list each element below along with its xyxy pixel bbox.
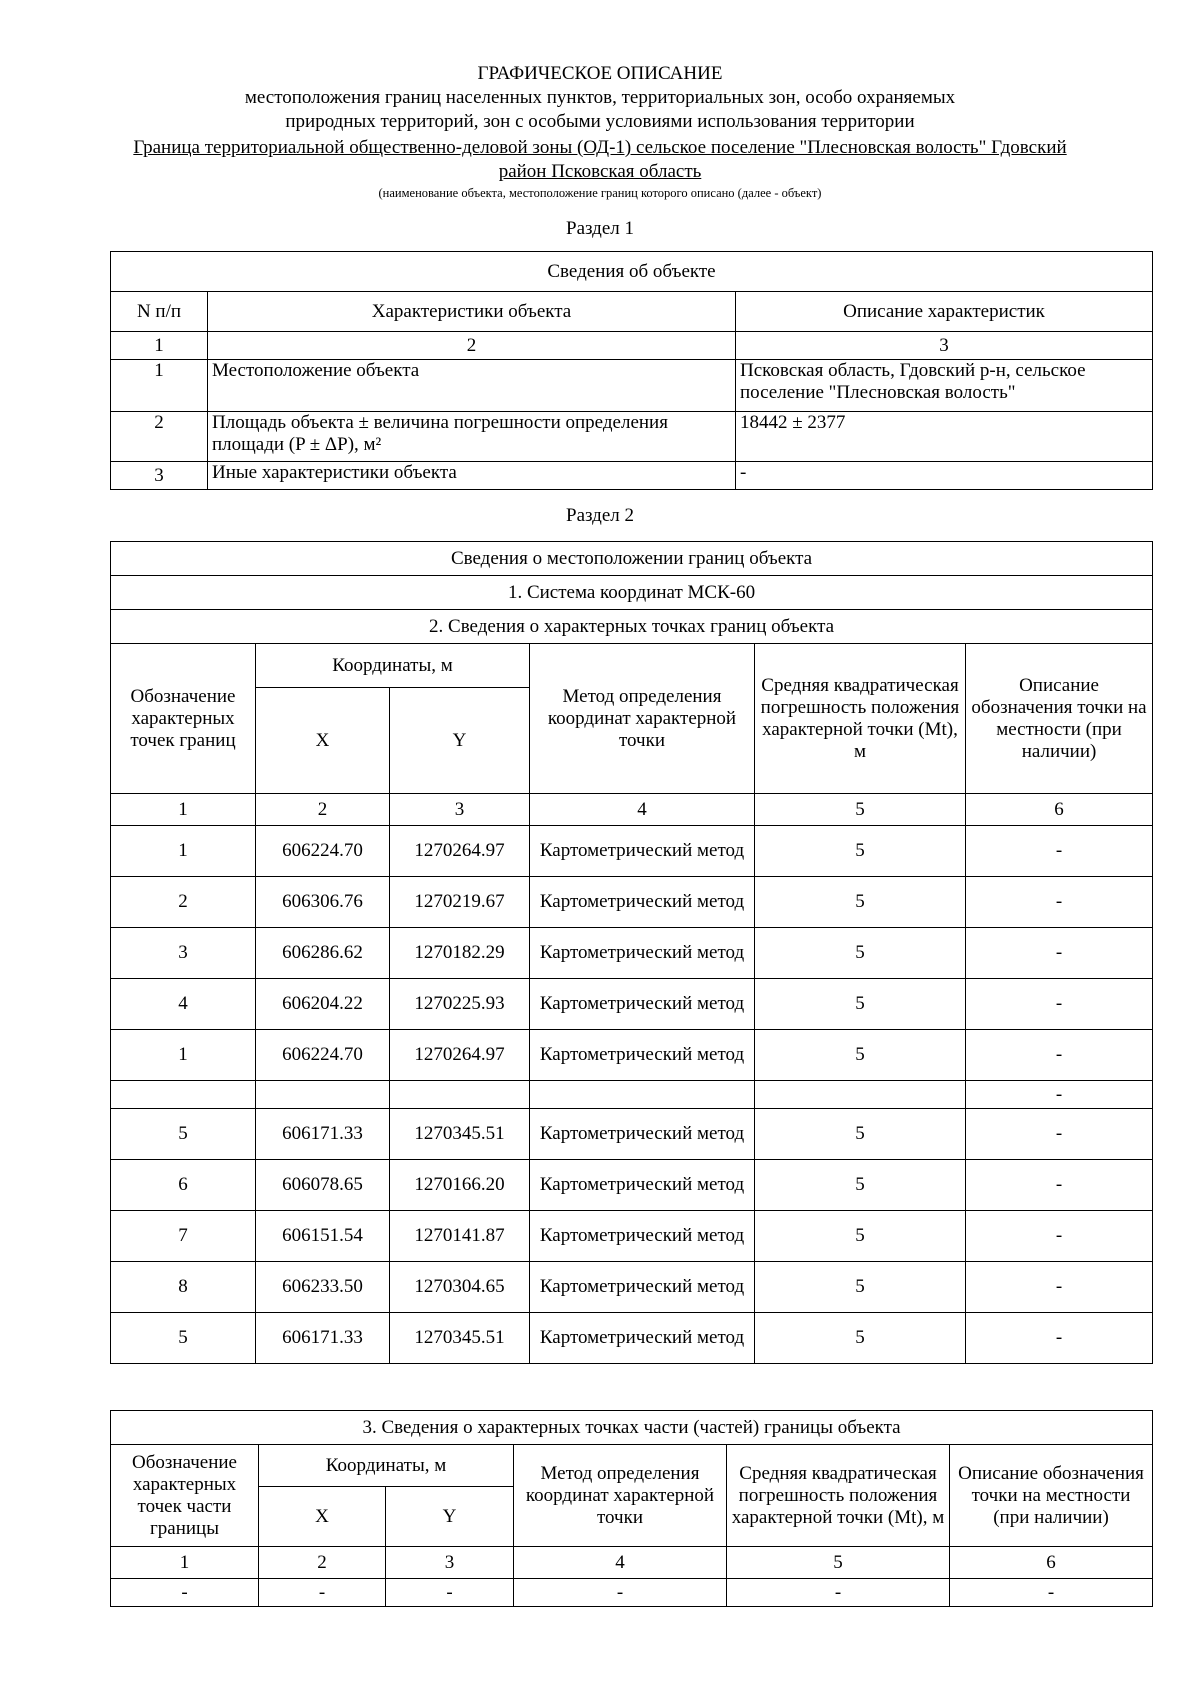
point-description: - [950,1579,1153,1607]
mean-error: 5 [755,979,966,1030]
header-characteristics: Характеристики объекта [208,292,736,332]
document-subtitle-line2: природных территорий, зон с особыми условиями использования территории [285,111,915,132]
point-description: - [966,1160,1153,1211]
point-number: 4 [111,979,256,1030]
point-number: - [111,1579,259,1607]
point-number: 1 [111,826,256,877]
header-coords: Координаты, м [256,644,530,688]
header-description: Описание характеристик [736,292,1153,332]
table-row [111,360,1153,412]
mean-error: 5 [755,1262,966,1313]
coord-x: 606171.33 [256,1109,390,1160]
point-description: - [966,1211,1153,1262]
coord-y: 1270345.51 [390,1313,530,1364]
coord-x: - [259,1579,386,1607]
col-number: 3 [736,332,1153,360]
header-number: N п/п [111,292,208,332]
col-number: 1 [111,794,256,826]
col-number: 1 [111,332,208,360]
point-number [111,1081,256,1109]
method: Картометрический метод [530,1313,755,1364]
coord-y: 1270345.51 [390,1109,530,1160]
coord-y: - [386,1579,514,1607]
table-row [111,928,1153,979]
header-method: Метод определения координат характерной точки [530,644,755,794]
header-error: Средняя квадратическая погрешность положения характерной точки (Mt), м [755,644,966,794]
table-row [111,412,1153,462]
coord-y: 1270264.97 [390,1030,530,1081]
mean-error: 5 [755,877,966,928]
boundary-location-title: Сведения о местоположении границ объекта [111,542,1153,576]
method: Картометрический метод [530,1160,755,1211]
point-description: - [966,1262,1153,1313]
header-point-description: Описание обозначения точки на местности (при наличии) [950,1445,1153,1547]
document-subtitle-line1: местоположения границ населенных пунктов, территориальных зон, особо охраняемых [244,87,956,108]
object-info-table [110,251,1153,490]
row-value: Псковская область, Гдовский р-н, сельское поселение "Плесновская волость" [736,360,1153,412]
point-description: - [966,928,1153,979]
header-y: Y [390,688,530,794]
mean-error: 5 [755,1313,966,1364]
col-number: 2 [256,794,390,826]
point-description: - [966,1109,1153,1160]
object-caption: (наименование объекта, местоположение границ которого описано (далее - объект) [378,186,822,200]
col-number: 3 [390,794,530,826]
coord-x: 606233.50 [256,1262,390,1313]
coord-y: 1270166.20 [390,1160,530,1211]
method: - [514,1579,727,1607]
point-description: - [966,979,1153,1030]
table-row [111,1030,1153,1081]
object-name: Граница территориальной общественно-деловой зоны (ОД-1) сельское поселение "Плесновская волость" Гдовский район Псковская область [133,137,1067,182]
coord-y: 1270182.29 [390,928,530,979]
point-number: 2 [111,877,256,928]
header-method: Метод определения координат характерной точки [514,1445,727,1547]
coord-x: 606224.70 [256,826,390,877]
point-number: 7 [111,1211,256,1262]
header-coords: Координаты, м [259,1445,514,1487]
col-number: 6 [966,794,1153,826]
method: Картометрический метод [530,1211,755,1262]
coord-y: 1270304.65 [390,1262,530,1313]
header-x: X [259,1487,386,1547]
point-number: 5 [111,1109,256,1160]
col-number: 3 [386,1547,514,1579]
table-row [111,877,1153,928]
col-number: 2 [208,332,736,360]
point-number: 1 [111,1030,256,1081]
row-value: - [736,462,1153,490]
mean-error: 5 [755,1211,966,1262]
table-row [111,1262,1153,1313]
points-body [111,826,1153,1364]
table-row [111,826,1153,877]
mean-error: 5 [755,1160,966,1211]
table-row [111,1579,1153,1607]
object-info-title: Сведения об объекте [111,252,1153,292]
row-characteristic: Площадь объекта ± величина погрешности определения площади (P ± ΔP), м² [208,412,736,462]
coord-y: 1270225.93 [390,979,530,1030]
table-row [111,1109,1153,1160]
row-characteristic: Иные характеристики объекта [208,462,736,490]
mean-error: 5 [755,826,966,877]
row-value: 18442 ± 2377 [736,412,1153,462]
section2-label: Раздел 2 [566,505,634,526]
part-points-table [110,1410,1153,1607]
point-number: 8 [111,1262,256,1313]
method: Картометрический метод [530,928,755,979]
col-number: 2 [259,1547,386,1579]
point-description: - [966,877,1153,928]
mean-error: - [727,1579,950,1607]
method: Картометрический метод [530,1109,755,1160]
table-row [111,462,1153,490]
document-title: ГРАФИЧЕСКОЕ ОПИСАНИЕ [477,63,723,84]
point-description: - [966,1081,1153,1109]
table-row [111,1160,1153,1211]
part-points-title: 3. Сведения о характерных точках части (частей) границы объекта [111,1411,1153,1445]
table-row [111,1211,1153,1262]
method: Картометрический метод [530,979,755,1030]
method [530,1081,755,1109]
mean-error: 5 [755,1109,966,1160]
coord-x: 606306.76 [256,877,390,928]
col-number: 5 [727,1547,950,1579]
table-row [111,1081,1153,1109]
point-description: - [966,1030,1153,1081]
coord-y [390,1081,530,1109]
coord-x [256,1081,390,1109]
header-point-description: Описание обозначения точки на местности (при наличии) [966,644,1153,794]
point-number: 3 [111,928,256,979]
header-x: X [256,688,390,794]
header-y: Y [386,1487,514,1547]
coord-system: 1. Система координат МСК-60 [111,576,1153,610]
coord-x: 606224.70 [256,1030,390,1081]
coord-x: 606204.22 [256,979,390,1030]
point-number: 5 [111,1313,256,1364]
method: Картометрический метод [530,1262,755,1313]
row-number: 1 [111,360,208,412]
mean-error: 5 [755,1030,966,1081]
coord-x: 606286.62 [256,928,390,979]
coord-y: 1270219.67 [390,877,530,928]
header-designation: Обозначение характерных точек границ [111,644,256,794]
col-number: 6 [950,1547,1153,1579]
header-error: Средняя квадратическая погрешность положения характерной точки (Mt), м [727,1445,950,1547]
point-description: - [966,826,1153,877]
coord-x: 606171.33 [256,1313,390,1364]
row-number: 2 [111,412,208,462]
mean-error: 5 [755,928,966,979]
method: Картометрический метод [530,1030,755,1081]
method: Картометрический метод [530,826,755,877]
method: Картометрический метод [530,877,755,928]
part-points-body [111,1579,1153,1607]
coord-y: 1270264.97 [390,826,530,877]
col-number: 4 [530,794,755,826]
coord-x: 606151.54 [256,1211,390,1262]
point-number: 6 [111,1160,256,1211]
table-row [111,1313,1153,1364]
table-row [111,979,1153,1030]
row-characteristic: Местоположение объекта [208,360,736,412]
point-description: - [966,1313,1153,1364]
section1-label: Раздел 1 [566,218,634,239]
row-number: 3 [111,462,208,490]
points-title: 2. Сведения о характерных точках границ объекта [111,610,1153,644]
col-number: 5 [755,794,966,826]
mean-error [755,1081,966,1109]
coord-y: 1270141.87 [390,1211,530,1262]
coord-x: 606078.65 [256,1160,390,1211]
col-number: 4 [514,1547,727,1579]
boundary-points-table [110,541,1153,1364]
col-number: 1 [111,1547,259,1579]
header-designation: Обозначение характерных точек части границы [111,1445,259,1547]
